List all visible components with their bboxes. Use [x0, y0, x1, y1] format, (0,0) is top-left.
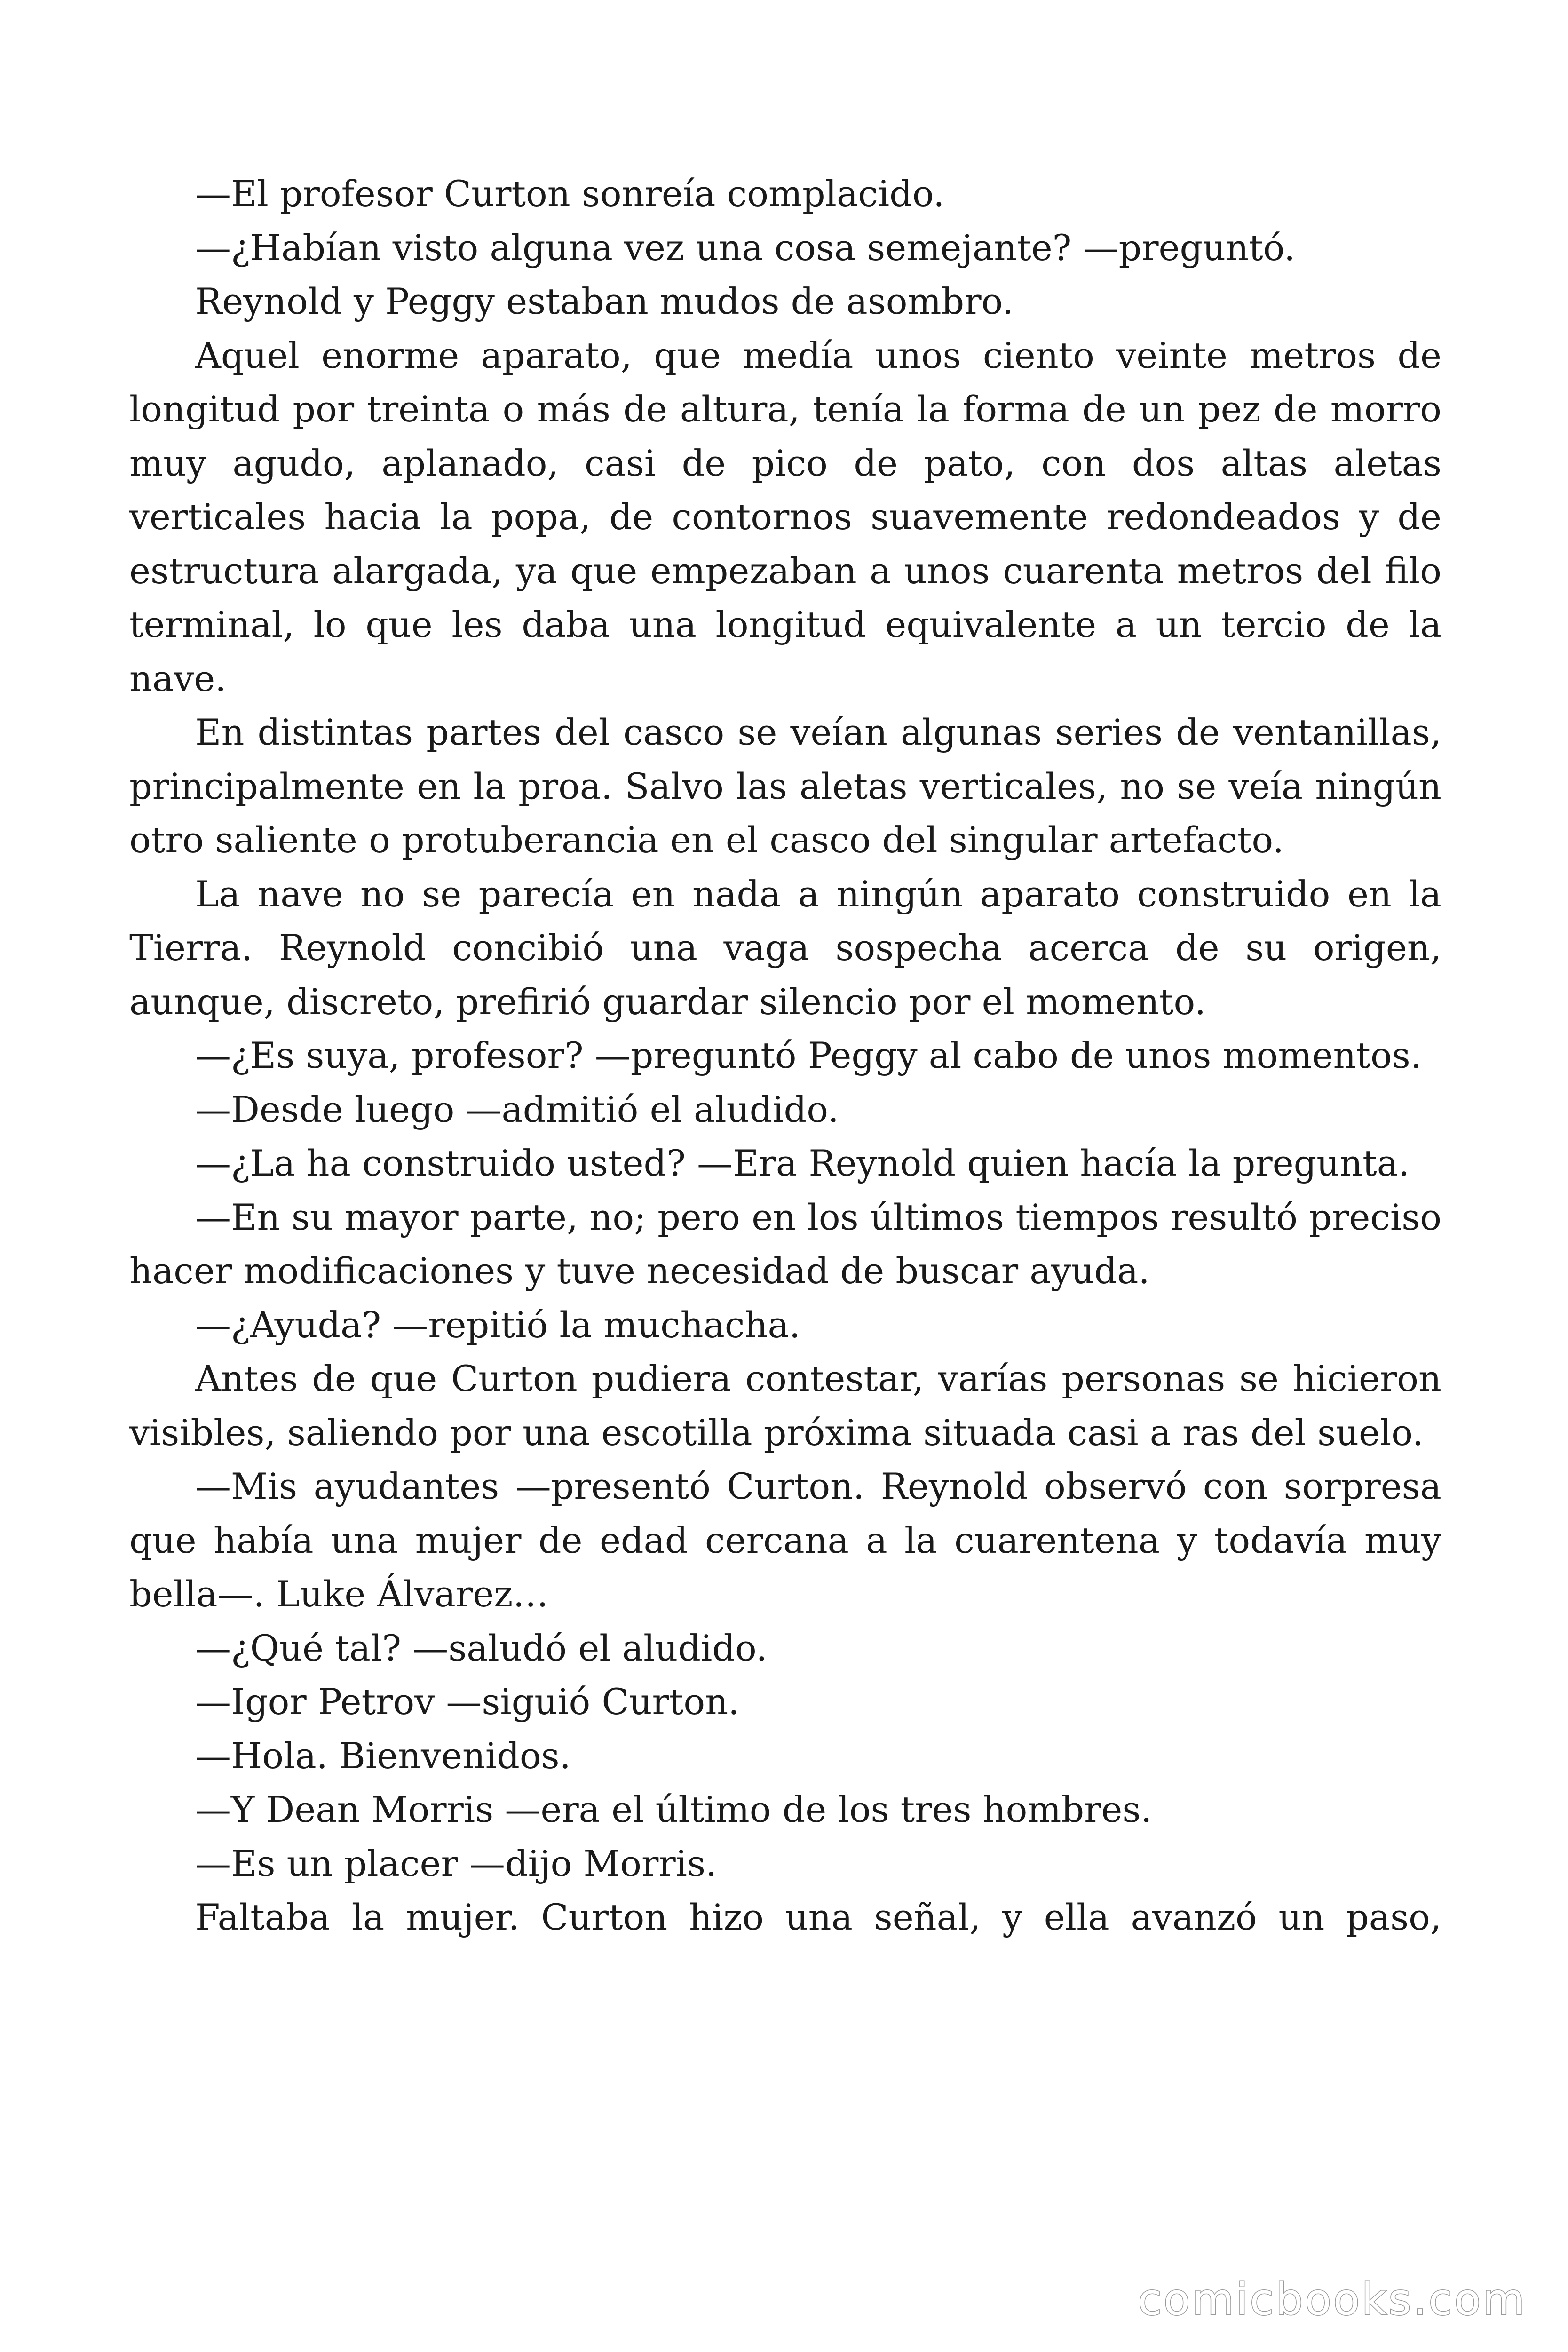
paragraph: —Es un placer —dijo Morris.	[195, 1842, 717, 1884]
paragraph: —El profesor Curton sonreía complacido.	[195, 173, 945, 215]
paragraph: —Igor Petrov —siguió Curton.	[195, 1681, 740, 1723]
paragraph: Faltaba la mujer. Curton hizo una señal, y ella avanzó un paso,	[195, 1896, 1441, 1938]
paragraph: —Mis ayudantes —presentó Curton. Reynold observó con sorpresa que había una mujer de edad cercana a la cuarentena y todavía muy bella—. Luke Álvarez…	[129, 1465, 1441, 1615]
paragraph: —¿Qué tal? —saludó el aludido.	[195, 1627, 768, 1669]
watermark: comicbooks.com	[1138, 2274, 1527, 2325]
paragraph: —¿Ayuda? —repitió la muchacha.	[195, 1303, 800, 1346]
paragraph: La nave no se parecía en nada a ningún aparato construido en la Tierra. Reynold concibió una vaga sospecha acerca de su origen, aunque, discreto, prefirió guardar silencio por el momento.	[129, 873, 1441, 1023]
paragraph: —En su mayor parte, no; pero en los últimos tiempos resultó preciso hacer modificaciones y tuve necesidad de buscar ayuda.	[129, 1196, 1441, 1292]
paragraph: En distintas partes del casco se veían algunas series de ventanillas, principalmente en la proa. Salvo las aletas verticales, no se veía ningún otro saliente o protuberancia en el casco del singular artefacto.	[129, 711, 1441, 861]
paragraph: —¿Habían visto alguna vez una cosa semejante? —preguntó.	[195, 226, 1296, 269]
paragraph: Aquel enorme aparato, que medía unos ciento veinte metros de longitud por treinta o más de altura, tenía la forma de un pez de morro muy agudo, aplanado, casi de pico de pato, con dos altas aletas verticales hacia la popa, de contornos suavemente redondeados y de estructura alargada, ya que empezaban a unos cuarenta metros del filo terminal, lo que les daba una longitud equivalente a un tercio de la nave.	[129, 334, 1441, 699]
body-text	[129, 167, 1441, 1945]
paragraph: Reynold y Peggy estaban mudos de asombro.	[195, 280, 1014, 322]
paragraph: —Desde luego —admitió el aludido.	[195, 1088, 839, 1130]
paragraph: Antes de que Curton pudiera contestar, varías personas se hicieron visibles, saliendo por una escotilla próxima situada casi a ras del suelo.	[129, 1358, 1441, 1454]
paragraph: —Hola. Bienvenidos.	[195, 1734, 571, 1777]
paragraph: —¿La ha construido usted? —Era Reynold quien hacía la pregunta.	[195, 1142, 1410, 1184]
paragraph: —Y Dean Morris —era el último de los tres hombres.	[195, 1788, 1152, 1830]
paragraph: —¿Es suya, profesor? —preguntó Peggy al cabo de unos momentos.	[195, 1034, 1422, 1076]
